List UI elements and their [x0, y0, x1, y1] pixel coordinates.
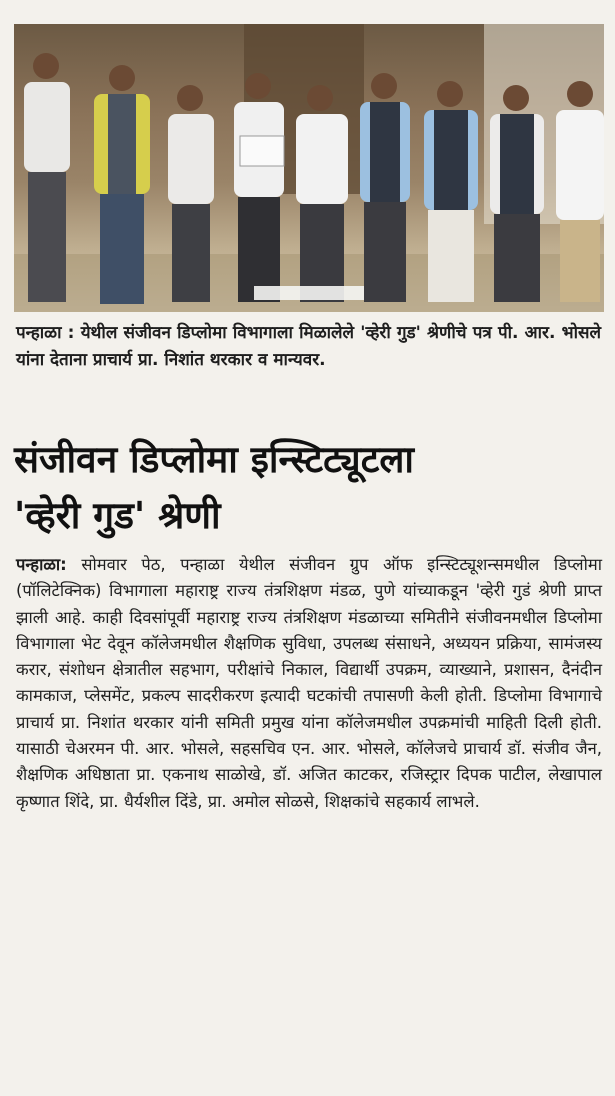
headline [14, 432, 604, 544]
news-photo [14, 24, 604, 312]
group-people-illustration [14, 24, 604, 312]
caption-text: येथील संजीवन डिप्लोमा विभागाला मिळालेले 'व्हेरी गुड' श्रेणीचे पत्र पी. आर. भोसले यांना देताना प्राचार्य प्रा. निशांत थरकार व मान्यवर. [16, 323, 602, 370]
article-place: पन्हाळा: [16, 555, 67, 574]
caption-place: पन्हाळा : [16, 323, 75, 343]
photo-caption [16, 320, 601, 374]
headline-line-1: संजीवन डिप्लोमा इन्स्टिट्यूटला [14, 438, 415, 481]
headline-line-2: 'व्हेरी गुड' श्रेणी [14, 494, 221, 537]
article-text: सोमवार पेठ, पन्हाळा येथील संजीवन ग्रुप ऑफ इन्स्टिट्यूशन्समधील डिप्लोमा (पॉलिटेक्निक) विभागाला महाराष्ट्र राज्य तंत्रशिक्षण मंडळ, पुणे यांच्याकडून 'व्हेरी गुडं श्रेणी प्राप्त झाली आहे. काही दिवसांपूर्वी महाराष्ट्र राज्य तंत्रशिक्षण मंडळाच्या समितीने संजीवनमधील डिप्लोमा विभागाला भेट देवून कॉलेजमधील शैक्षणिक सुविधा, उपलब्ध संसाधने, अध्ययन प्रक्रिया, सामंजस्य करार, संशोधन क्षेत्रातील सहभाग, परीक्षांचे निकाल, विद्यार्थी उपक्रम, व्याख्याने, प्रशासन, दैनंदीन कामकाज, प्लेसमेंट, प्रकल्प सादरीकरण इत्यादी घटकांची तपासणी केली होती. डिप्लोमा विभागाचे प्राचार्य प्रा. निशांत थरकार यांनी समिती प्रमुख यांना कॉलेजमधील उपक्रमांची माहिती दिली होती. यासाठी चेअरमन पी. आर. भोसले, सहसचिव एन. आर. भोसले, कॉलेजचे प्राचार्य डॉ. संजीव जैन, शैक्षणिक अधिष्ठाता प्रा. एकनाथ साळोखे, डॉ. अजित काटकर, रजिस्ट्रार दिपक पाटील, लेखापाल कृष्णात शिंदे, प्रा. धैर्यशील दिंडे, प्रा. अमोल सोळसे, शिक्षकांचे सहकार्य लाभले. [16, 555, 602, 811]
article-body [16, 552, 602, 815]
